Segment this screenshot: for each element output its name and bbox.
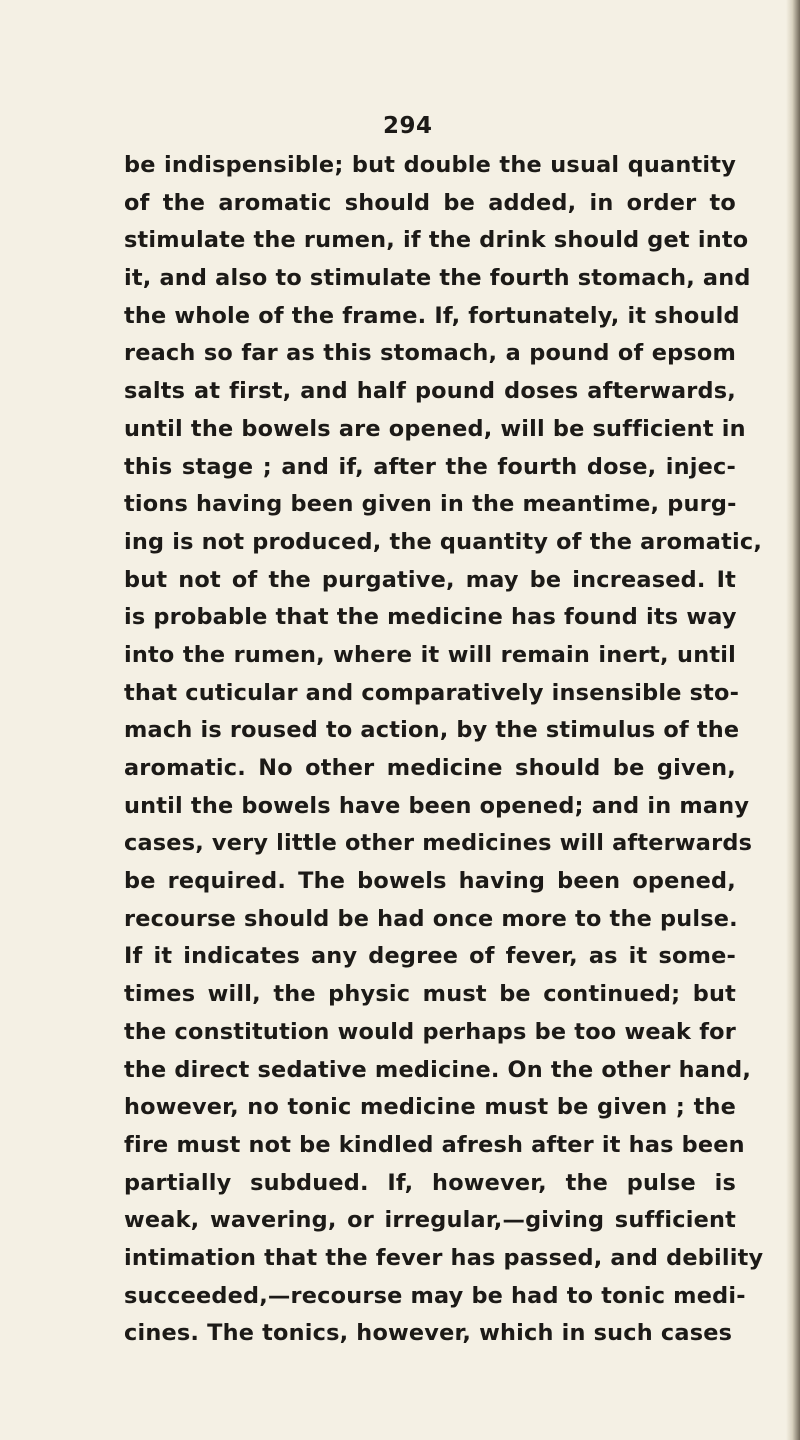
text-line: however, no tonic medicine must be given ; the: [124, 1094, 736, 1121]
text-line: cases, very little other medicines will afterwards: [124, 830, 753, 857]
text-line: the whole of the frame. If, fortunately, it should: [124, 302, 740, 329]
text-line: mach is roused to action, by the stimulus of the: [124, 717, 740, 744]
text-line: that cuticular and comparatively insensible sto-: [124, 679, 740, 706]
text-line: the constitution would perhaps be too weak for: [124, 1018, 736, 1045]
text-line: be required. The bowels having been opened,: [124, 868, 736, 895]
text-line: it, and also to stimulate the fourth stomach, and: [124, 265, 751, 292]
text-line: but not of the purgative, may be increased. It: [124, 566, 736, 593]
text-line: until the bowels are opened, will be sufficient in: [124, 415, 746, 442]
text-line: be indispensible; but double the usual quantity: [124, 152, 736, 178]
text-line: intimation that the fever has passed, and debility: [124, 1244, 764, 1271]
text-line: until the bowels have been opened; and in many: [124, 792, 750, 819]
text-line: this stage ; and if, after the fourth dose, injec-: [124, 453, 736, 480]
body-text: [124, 147, 764, 1353]
text-line: recourse should be had once more to the pulse.: [124, 905, 738, 932]
text-line: stimulate the rumen, if the drink should get into: [124, 227, 749, 254]
text-line: the direct sedative medicine. On the other hand,: [124, 1056, 752, 1083]
text-line: tions having been given in the meantime, purg-: [124, 491, 737, 518]
text-line: If it indicates any degree of fever, as it some-: [124, 943, 736, 970]
text-line: of the aromatic should be added, in order to: [124, 189, 736, 216]
page-number: 294: [383, 113, 433, 139]
text-line: reach so far as this stomach, a pound of epsom: [124, 340, 736, 367]
text-line: succeeded,—recourse may be had to tonic medi-: [124, 1282, 746, 1309]
text-line: salts at first, and half pound doses afterwards,: [124, 378, 736, 405]
text-line: cines. The tonics, however, which in such cases: [124, 1320, 733, 1347]
text-line: is probable that the medicine has found its way: [124, 604, 737, 631]
text-line: weak, wavering, or irregular,—giving sufficient: [124, 1207, 736, 1234]
text-line: times will, the physic must be continued; but: [124, 981, 736, 1008]
page-edge-shadow: [786, 0, 800, 1440]
text-line: into the rumen, where it will remain inert, until: [124, 641, 736, 668]
text-line: fire must not be kindled afresh after it has been: [124, 1131, 745, 1158]
text-line: aromatic. No other medicine should be given,: [124, 755, 736, 781]
text-line: ing is not produced, the quantity of the aromatic,: [124, 528, 763, 555]
text-line: partially subdued. If, however, the pulse is: [124, 1169, 736, 1196]
